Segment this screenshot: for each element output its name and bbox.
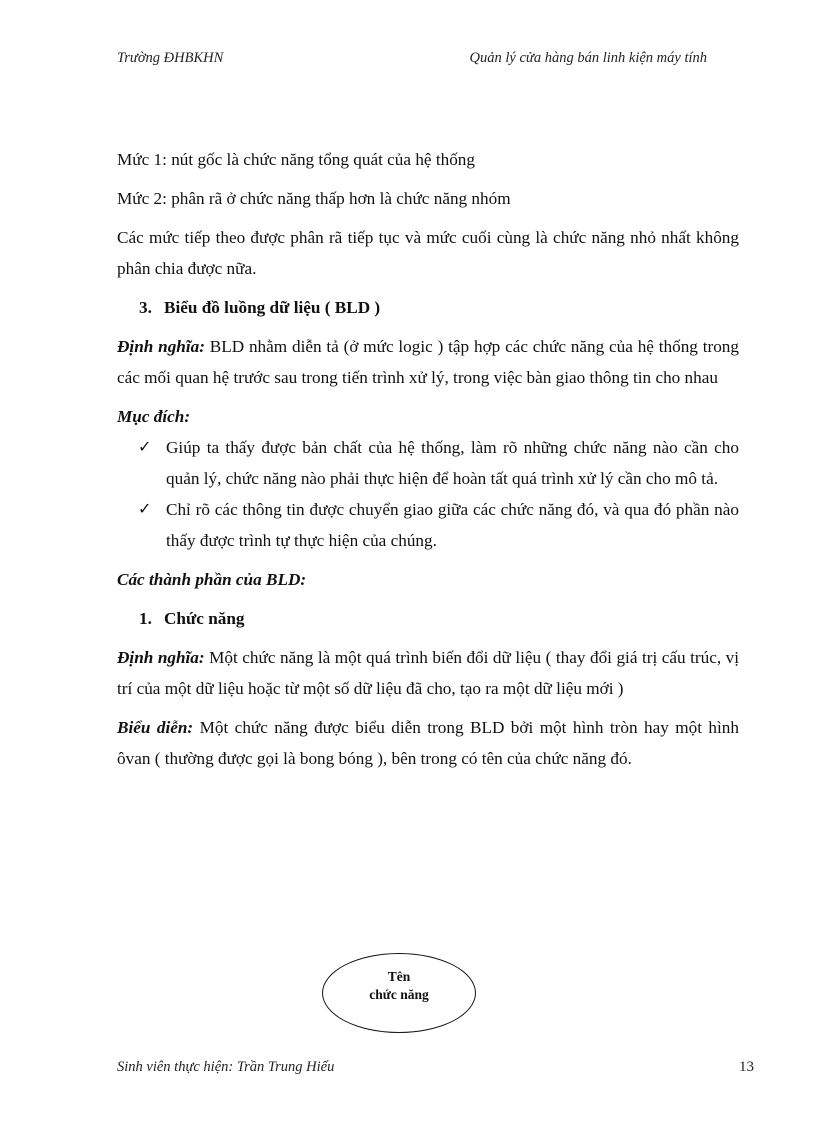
definition-paragraph-2 xyxy=(117,642,739,704)
components-label: Các thành phần của BLD: xyxy=(117,570,307,589)
header-project-title: Quản lý cửa hàng bán linh kiện máy tính xyxy=(469,50,707,66)
function-bubble-diagram xyxy=(322,953,476,1033)
bubble-label-line2: chức năng xyxy=(369,987,429,1002)
definition-text: BLD nhằm diễn tả (ở mức logic ) tập hợp các chức năng của hệ thống trong các mối quan hệ trước sau trong tiến trình xử lý, trong việc bàn giao thông tin cho nhau xyxy=(117,337,739,387)
bullet-text: Giúp ta thấy được bản chất của hệ thống, làm rõ những chức năng nào cần cho quản lý, chức năng nào phải thực hiện để hoàn tất quá trình xử lý cần cho mô tả. xyxy=(166,438,739,488)
section-title: Chức năng xyxy=(164,609,245,628)
function-bubble-label xyxy=(322,968,476,1004)
definition-paragraph xyxy=(117,331,739,393)
representation-paragraph xyxy=(117,712,739,774)
representation-label: Biểu diễn: xyxy=(117,718,194,737)
purpose-bullet-1 xyxy=(117,432,739,494)
representation-text: Một chức năng được biểu diễn trong BLD bởi một hình tròn hay một hình ôvan ( thường được gọi là bong bóng ), bên trong có tên của chức năng đó. xyxy=(117,718,739,768)
level2-text: Mức 2: phân rã ở chức năng thấp hơn là chức năng nhóm xyxy=(117,189,511,208)
section-heading-1 xyxy=(117,603,739,634)
section-number: 3. xyxy=(139,298,152,317)
section-title: Biểu đồ luồng dữ liệu ( BLD ) xyxy=(164,298,381,317)
bubble-label-line1: Tên xyxy=(387,969,411,984)
definition-label: Định nghĩa: xyxy=(117,337,205,356)
section-heading-3 xyxy=(117,292,739,323)
page-number: 13 xyxy=(739,1059,754,1075)
definition-label: Định nghĩa: xyxy=(117,648,205,667)
section-number: 1. xyxy=(139,609,152,628)
definition-text: Một chức năng là một quá trình biến đổi dữ liệu ( thay đổi giá trị cấu trúc, vị trí của một dữ liệu hoặc từ một số dữ liệu đã cho, tạo ra một dữ liệu mới ) xyxy=(117,648,740,698)
purpose-label: Mục đích: xyxy=(117,407,191,426)
header-school: Trường ĐHBKHN xyxy=(117,50,224,66)
purpose-bullet-2 xyxy=(117,494,739,556)
footer-author: Sinh viên thực hiện: Trần Trung Hiếu xyxy=(117,1059,335,1075)
level1-text: Mức 1: nút gốc là chức năng tổng quát của hệ thống xyxy=(117,150,475,169)
checkmark-icon: ✓ xyxy=(138,501,152,518)
checkmark-icon: ✓ xyxy=(138,439,152,456)
next-levels-text: Các mức tiếp theo được phân rã tiếp tục và mức cuối cùng là chức năng nhỏ nhất không phân chia được nữa. xyxy=(117,228,739,278)
page-content xyxy=(117,144,739,774)
bullet-text: Chỉ rõ các thông tin được chuyển giao giữa các chức năng đó, và qua đó phần nào thấy được trình tự thực hiện của chúng. xyxy=(166,500,739,550)
